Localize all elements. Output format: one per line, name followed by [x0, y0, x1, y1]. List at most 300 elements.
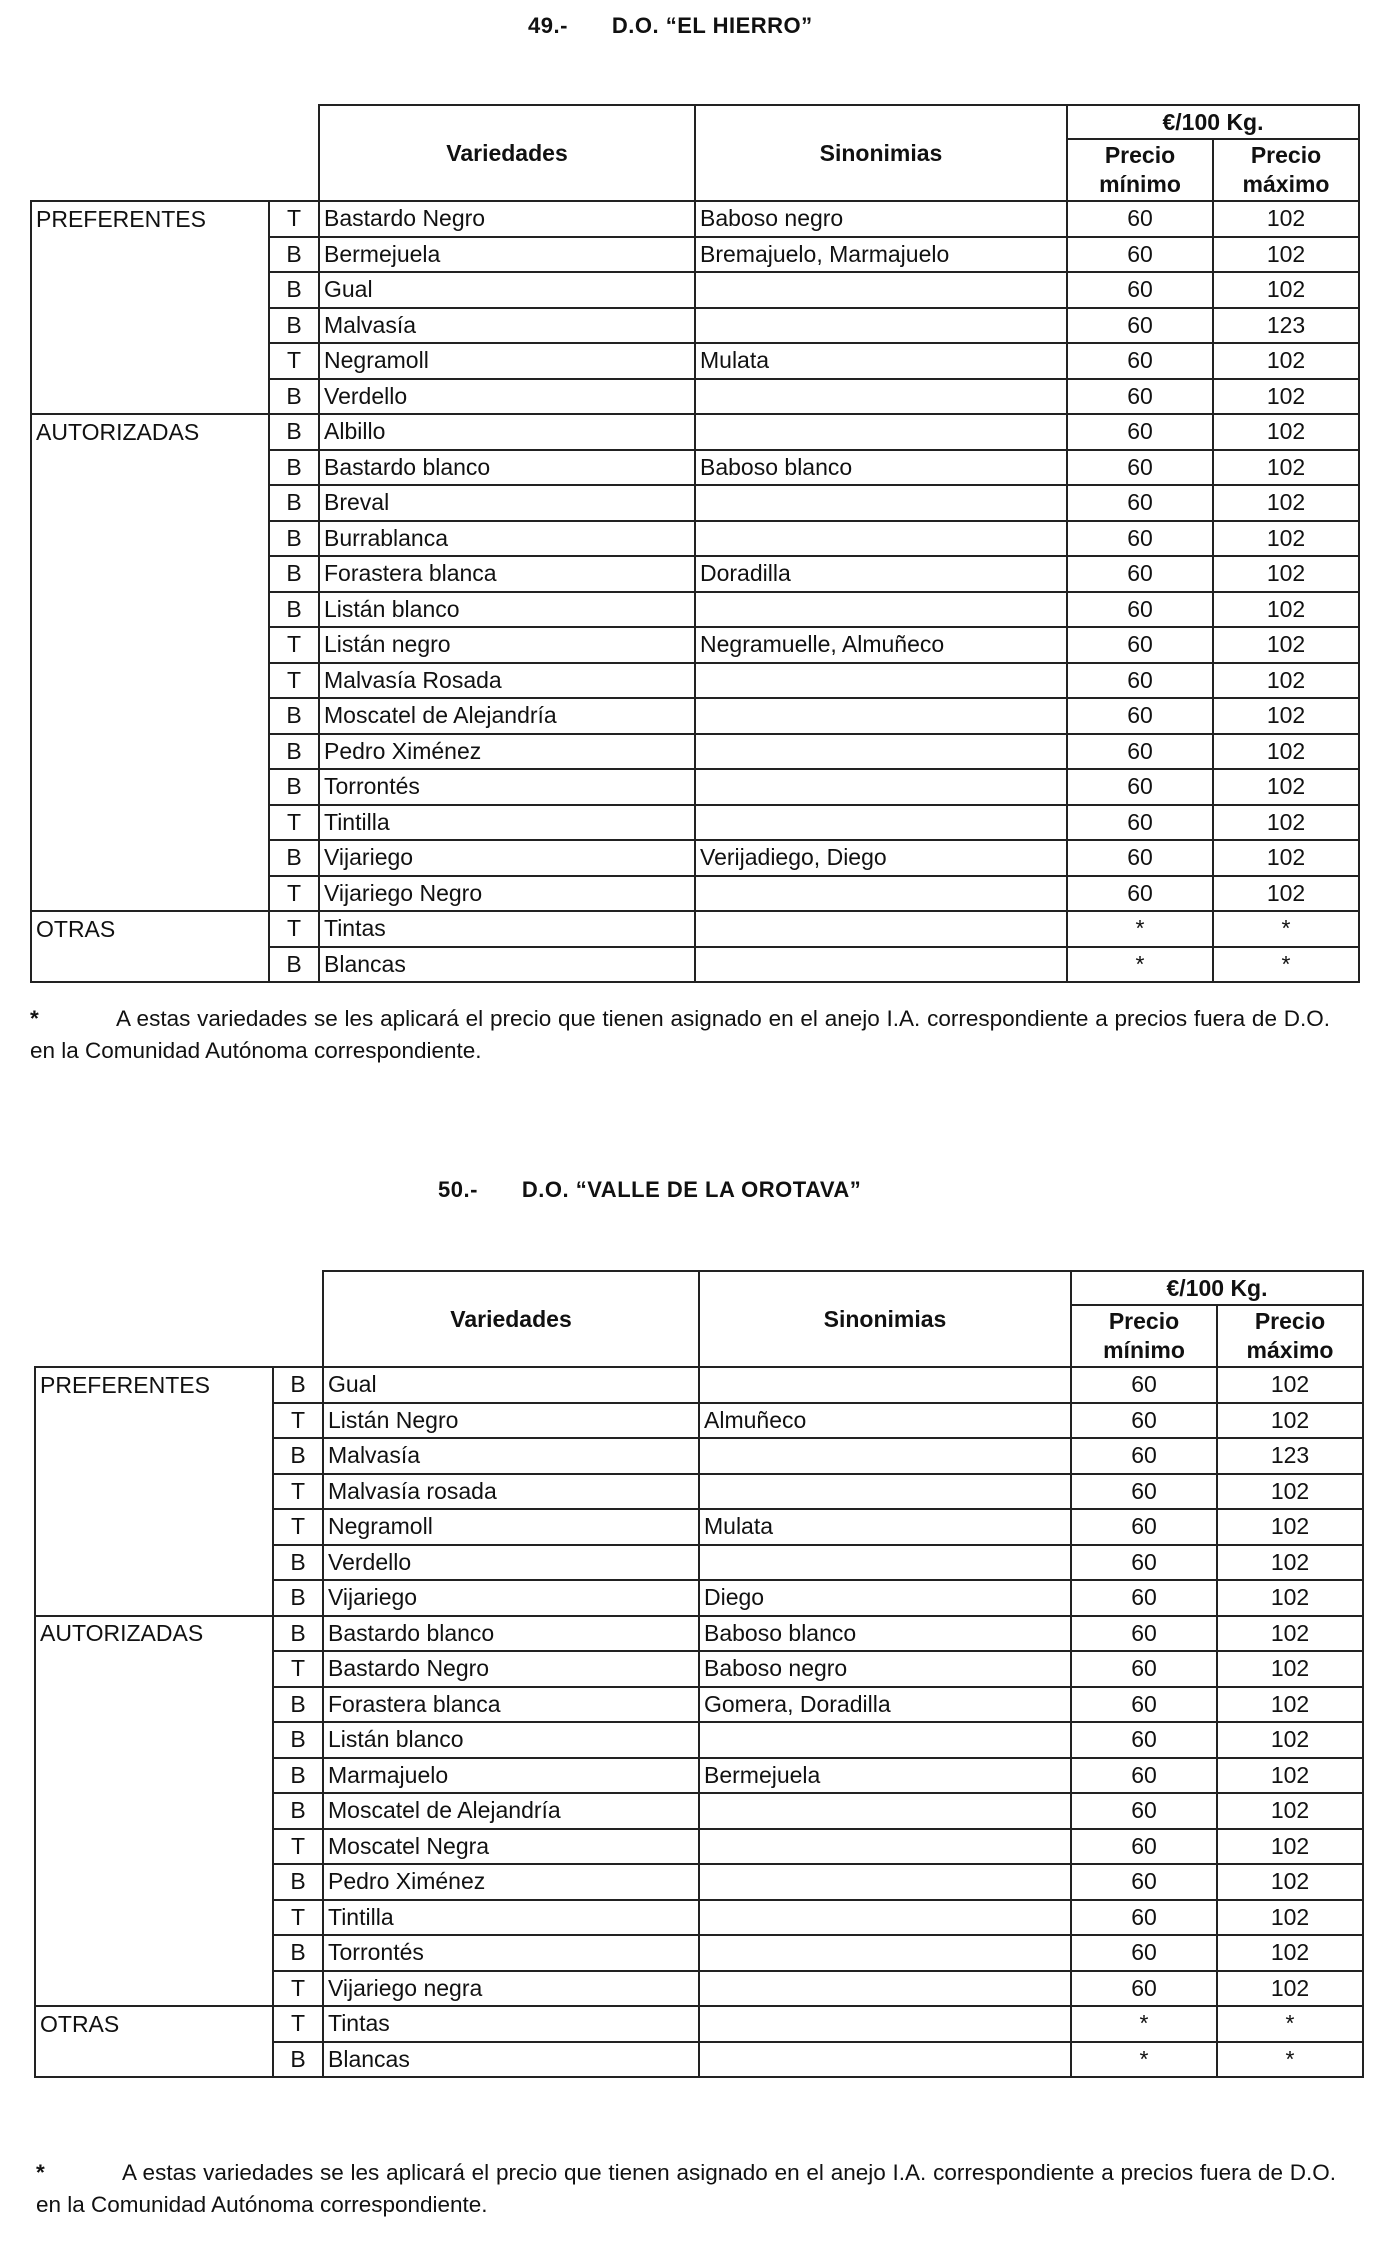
table-row — [31, 663, 1359, 699]
group-cell — [35, 1687, 273, 1723]
variety-cell: Pedro Ximénez — [319, 734, 695, 770]
variety-cell: Tintilla — [319, 805, 695, 841]
synonym-cell — [695, 272, 1067, 308]
price-max-cell: 102 — [1213, 769, 1359, 805]
price-max-cell: 102 — [1217, 1580, 1363, 1616]
type-cell: B — [273, 1367, 323, 1403]
synonym-cell: Baboso blanco — [699, 1616, 1071, 1652]
synonym-cell — [699, 1793, 1071, 1829]
group-cell — [31, 840, 269, 876]
price-min-cell: 60 — [1067, 592, 1213, 628]
group-cell — [35, 1829, 273, 1865]
price-max-cell: 123 — [1217, 1438, 1363, 1474]
group-cell — [31, 947, 269, 983]
type-cell: B — [269, 592, 319, 628]
price-max-cell: 102 — [1217, 1367, 1363, 1403]
price-min-cell: 60 — [1067, 734, 1213, 770]
group-cell — [31, 592, 269, 628]
price-min-cell: 60 — [1071, 1580, 1217, 1616]
price-min-cell: 60 — [1067, 308, 1213, 344]
group-cell — [31, 769, 269, 805]
synonym-cell: Baboso negro — [699, 1651, 1071, 1687]
type-cell: T — [269, 343, 319, 379]
synonym-cell — [699, 1474, 1071, 1510]
table-row — [35, 2006, 1363, 2042]
variety-cell: Breval — [319, 485, 695, 521]
table-row — [31, 627, 1359, 663]
synonym-cell — [699, 1367, 1071, 1403]
table-row — [31, 414, 1359, 450]
price-min-cell: 60 — [1071, 1651, 1217, 1687]
table-row — [31, 521, 1359, 557]
synonym-cell — [699, 2006, 1071, 2042]
type-cell: T — [269, 805, 319, 841]
price-min-cell: 60 — [1071, 1616, 1217, 1652]
price-max-cell: 102 — [1217, 1722, 1363, 1758]
price-min-cell: 60 — [1067, 769, 1213, 805]
table-row — [31, 450, 1359, 486]
type-cell: B — [273, 1935, 323, 1971]
type-cell: T — [269, 201, 319, 237]
variety-cell: Vijariego negra — [323, 1971, 699, 2007]
variety-cell: Torrontés — [323, 1935, 699, 1971]
synonym-cell — [699, 1935, 1071, 1971]
price-max-cell: 102 — [1217, 1651, 1363, 1687]
group-cell — [35, 1545, 273, 1581]
synonym-cell: Gomera, Doradilla — [699, 1687, 1071, 1723]
table-row — [35, 1438, 1363, 1474]
section-number: 49.- — [528, 13, 568, 38]
variety-cell: Gual — [319, 272, 695, 308]
footnote-text: A estas variedades se les aplicará el precio que tienen asignado en el anejo I.A. correspondiente a precios fuera de D.O. en la Comunidad Autónoma correspondiente. — [36, 2160, 1336, 2217]
type-cell: B — [269, 947, 319, 983]
synonym-cell — [699, 1829, 1071, 1865]
table-row — [31, 201, 1359, 237]
price-min-cell: 60 — [1071, 1403, 1217, 1439]
type-cell: B — [269, 379, 319, 415]
type-cell: T — [273, 1403, 323, 1439]
table-row — [31, 911, 1359, 947]
synonym-cell: Bremajuelo, Marmajuelo — [695, 237, 1067, 273]
header-line: mínimo — [1103, 1337, 1185, 1363]
type-cell: B — [273, 2042, 323, 2078]
group-cell: AUTORIZADAS — [31, 414, 269, 450]
synonym-cell — [699, 1438, 1071, 1474]
price-min-cell: 60 — [1071, 1509, 1217, 1545]
section-heading: D.O. “VALLE DE LA OROTAVA” — [521, 1177, 862, 1202]
header-precio-max — [1213, 139, 1359, 201]
synonym-cell — [699, 1971, 1071, 2007]
type-cell: T — [273, 1971, 323, 2007]
type-cell: B — [273, 1793, 323, 1829]
group-cell — [35, 1509, 273, 1545]
price-max-cell: 102 — [1217, 1935, 1363, 1971]
table-row — [31, 556, 1359, 592]
table-row — [31, 592, 1359, 628]
type-cell: T — [273, 1900, 323, 1936]
synonym-cell — [695, 521, 1067, 557]
group-cell — [31, 343, 269, 379]
table-row — [35, 1367, 1363, 1403]
header-row — [31, 105, 1359, 139]
header-variedades: Variedades — [319, 105, 695, 201]
group-cell — [35, 1580, 273, 1616]
table-row — [35, 1722, 1363, 1758]
group-cell — [31, 627, 269, 663]
table-row — [31, 734, 1359, 770]
variety-cell: Moscatel Negra — [323, 1829, 699, 1865]
type-cell: B — [269, 237, 319, 273]
header-line: Precio — [1250, 142, 1322, 168]
price-max-cell: 102 — [1213, 698, 1359, 734]
price-min-cell: 60 — [1067, 201, 1213, 237]
synonym-cell: Baboso negro — [695, 201, 1067, 237]
price-min-cell: 60 — [1071, 1935, 1217, 1971]
type-cell: B — [269, 698, 319, 734]
type-cell: T — [273, 1651, 323, 1687]
price-min-cell: 60 — [1071, 1864, 1217, 1900]
header-precio-min — [1067, 139, 1213, 201]
price-min-cell: 60 — [1067, 698, 1213, 734]
type-cell: T — [269, 663, 319, 699]
variety-cell: Bastardo Negro — [319, 201, 695, 237]
synonym-cell — [695, 911, 1067, 947]
variety-cell: Malvasía rosada — [323, 1474, 699, 1510]
group-cell — [35, 1758, 273, 1794]
price-max-cell: 102 — [1217, 1687, 1363, 1723]
synonym-cell — [695, 876, 1067, 912]
type-cell: B — [273, 1580, 323, 1616]
type-cell: B — [269, 308, 319, 344]
type-cell: B — [269, 450, 319, 486]
variety-cell: Verdello — [323, 1545, 699, 1581]
price-max-cell: 123 — [1213, 308, 1359, 344]
type-cell: T — [269, 627, 319, 663]
price-min-cell: 60 — [1071, 1687, 1217, 1723]
price-min-cell: * — [1067, 911, 1213, 947]
group-cell — [35, 2042, 273, 2078]
group-cell: AUTORIZADAS — [35, 1616, 273, 1652]
type-cell: B — [269, 556, 319, 592]
synonym-cell: Verijadiego, Diego — [695, 840, 1067, 876]
type-cell: B — [269, 414, 319, 450]
group-cell — [31, 379, 269, 415]
table-row — [35, 1616, 1363, 1652]
variety-cell: Tintilla — [323, 1900, 699, 1936]
type-cell: T — [269, 876, 319, 912]
prices-table — [34, 1270, 1364, 2078]
price-max-cell: * — [1213, 911, 1359, 947]
group-cell — [31, 734, 269, 770]
variety-cell: Bastardo Negro — [323, 1651, 699, 1687]
header-line: máximo — [1246, 1337, 1334, 1363]
price-min-cell: 60 — [1071, 1438, 1217, 1474]
variety-cell: Vijariego Negro — [319, 876, 695, 912]
synonym-cell — [695, 769, 1067, 805]
price-max-cell: 102 — [1213, 343, 1359, 379]
variety-cell: Marmajuelo — [323, 1758, 699, 1794]
type-cell: B — [269, 272, 319, 308]
type-cell: B — [273, 1438, 323, 1474]
price-max-cell: 102 — [1213, 840, 1359, 876]
section-heading: D.O. “EL HIERRO” — [611, 13, 813, 38]
synonym-cell — [695, 485, 1067, 521]
price-min-cell: 60 — [1071, 1793, 1217, 1829]
type-cell: B — [269, 521, 319, 557]
price-max-cell: 102 — [1213, 556, 1359, 592]
group-cell: OTRAS — [31, 911, 269, 947]
group-cell — [31, 556, 269, 592]
table-row — [31, 947, 1359, 983]
group-cell — [35, 1438, 273, 1474]
variety-cell: Vijariego — [319, 840, 695, 876]
table-row — [31, 272, 1359, 308]
synonym-cell — [695, 592, 1067, 628]
price-max-cell: 102 — [1213, 379, 1359, 415]
type-cell: T — [273, 1474, 323, 1510]
price-max-cell: 102 — [1217, 1793, 1363, 1829]
variety-cell: Albillo — [319, 414, 695, 450]
price-min-cell: 60 — [1071, 1900, 1217, 1936]
type-cell: T — [273, 2006, 323, 2042]
footnote-marker: * — [36, 2160, 45, 2185]
synonym-cell — [699, 2042, 1071, 2078]
price-max-cell: 102 — [1213, 663, 1359, 699]
table-row — [35, 1580, 1363, 1616]
price-max-cell: 102 — [1217, 1403, 1363, 1439]
synonym-cell — [695, 734, 1067, 770]
price-min-cell: 60 — [1071, 1971, 1217, 2007]
variety-cell: Torrontés — [319, 769, 695, 805]
table-row — [31, 698, 1359, 734]
variety-cell: Tintas — [319, 911, 695, 947]
table-row — [35, 1403, 1363, 1439]
section-title — [438, 1177, 861, 1203]
prices-table-body — [31, 105, 1359, 982]
synonym-cell — [695, 947, 1067, 983]
price-min-cell: 60 — [1067, 272, 1213, 308]
table-row — [35, 1651, 1363, 1687]
variety-cell: Verdello — [319, 379, 695, 415]
type-cell: B — [273, 1864, 323, 1900]
variety-cell: Burrablanca — [319, 521, 695, 557]
variety-cell: Listán Negro — [323, 1403, 699, 1439]
type-cell: B — [269, 840, 319, 876]
price-min-cell: 60 — [1067, 627, 1213, 663]
price-max-cell: 102 — [1213, 521, 1359, 557]
synonym-cell: Bermejuela — [699, 1758, 1071, 1794]
price-min-cell: 60 — [1071, 1367, 1217, 1403]
synonym-cell: Baboso blanco — [695, 450, 1067, 486]
group-cell — [31, 308, 269, 344]
price-min-cell: 60 — [1067, 521, 1213, 557]
price-min-cell: 60 — [1067, 840, 1213, 876]
variety-cell: Negramoll — [319, 343, 695, 379]
group-cell — [35, 1403, 273, 1439]
synonym-cell: Mulata — [699, 1509, 1071, 1545]
footnote-text: A estas variedades se les aplicará el precio que tienen asignado en el anejo I.A. correspondiente a precios fuera de D.O. en la Comunidad Autónoma correspondiente. — [30, 1006, 1330, 1063]
section-title — [528, 13, 813, 39]
synonym-cell: Almuñeco — [699, 1403, 1071, 1439]
table-row — [35, 1687, 1363, 1723]
variety-cell: Forastera blanca — [319, 556, 695, 592]
group-cell — [35, 1474, 273, 1510]
price-min-cell: 60 — [1067, 237, 1213, 273]
table-row — [35, 1935, 1363, 1971]
header-spacer — [31, 105, 319, 201]
price-max-cell: 102 — [1217, 1900, 1363, 1936]
variety-cell: Tintas — [323, 2006, 699, 2042]
price-max-cell: 102 — [1213, 805, 1359, 841]
table-row — [31, 840, 1359, 876]
price-min-cell: 60 — [1067, 343, 1213, 379]
group-cell — [31, 521, 269, 557]
header-line: Precio — [1254, 1308, 1326, 1334]
footnote — [30, 1003, 1330, 1067]
header-line: Precio — [1108, 1308, 1180, 1334]
price-max-cell: 102 — [1217, 1864, 1363, 1900]
synonym-cell — [695, 414, 1067, 450]
synonym-cell: Mulata — [695, 343, 1067, 379]
type-cell: B — [269, 769, 319, 805]
type-cell: T — [273, 1829, 323, 1865]
variety-cell: Bastardo blanco — [323, 1616, 699, 1652]
header-line: Precio — [1104, 142, 1176, 168]
price-min-cell: 60 — [1071, 1758, 1217, 1794]
price-max-cell: 102 — [1217, 1616, 1363, 1652]
synonym-cell — [699, 1722, 1071, 1758]
header-sinonimias: Sinonimias — [695, 105, 1067, 201]
price-min-cell: 60 — [1067, 450, 1213, 486]
header-row — [35, 1271, 1363, 1305]
synonym-cell — [695, 379, 1067, 415]
synonym-cell: Negramuelle, Almuñeco — [695, 627, 1067, 663]
group-cell — [31, 485, 269, 521]
price-max-cell: 102 — [1213, 485, 1359, 521]
group-cell — [31, 698, 269, 734]
table-row — [31, 769, 1359, 805]
variety-cell: Negramoll — [323, 1509, 699, 1545]
price-max-cell: 102 — [1213, 592, 1359, 628]
table-row — [31, 343, 1359, 379]
price-max-cell: 102 — [1213, 450, 1359, 486]
group-cell — [35, 1900, 273, 1936]
price-min-cell: 60 — [1067, 663, 1213, 699]
price-max-cell: * — [1213, 947, 1359, 983]
table-row — [31, 805, 1359, 841]
variety-cell: Pedro Ximénez — [323, 1864, 699, 1900]
header-variedades: Variedades — [323, 1271, 699, 1367]
section-number: 50.- — [438, 1177, 478, 1202]
variety-cell: Vijariego — [323, 1580, 699, 1616]
price-min-cell: 60 — [1067, 876, 1213, 912]
price-max-cell: 102 — [1213, 414, 1359, 450]
variety-cell: Listán blanco — [323, 1722, 699, 1758]
price-min-cell: 60 — [1071, 1722, 1217, 1758]
variety-cell: Forastera blanca — [323, 1687, 699, 1723]
variety-cell: Moscatel de Alejandría — [323, 1793, 699, 1829]
table-row — [31, 308, 1359, 344]
group-cell: PREFERENTES — [31, 201, 269, 237]
variety-cell: Blancas — [319, 947, 695, 983]
table-row — [35, 1474, 1363, 1510]
table-row — [35, 1509, 1363, 1545]
price-max-cell: 102 — [1213, 272, 1359, 308]
variety-cell: Moscatel de Alejandría — [319, 698, 695, 734]
price-min-cell: 60 — [1067, 379, 1213, 415]
variety-cell: Malvasía — [319, 308, 695, 344]
variety-cell: Listán negro — [319, 627, 695, 663]
price-min-cell: 60 — [1067, 485, 1213, 521]
price-max-cell: * — [1217, 2042, 1363, 2078]
table-row — [35, 1758, 1363, 1794]
price-max-cell: 102 — [1217, 1474, 1363, 1510]
table-row — [31, 876, 1359, 912]
synonym-cell: Doradilla — [695, 556, 1067, 592]
prices-table — [30, 104, 1360, 983]
header-spacer — [35, 1271, 323, 1367]
group-cell — [35, 1722, 273, 1758]
price-min-cell: 60 — [1071, 1474, 1217, 1510]
group-cell — [35, 1651, 273, 1687]
variety-cell: Gual — [323, 1367, 699, 1403]
header-unit: €/100 Kg. — [1067, 105, 1359, 139]
type-cell: B — [273, 1758, 323, 1794]
table-row — [31, 485, 1359, 521]
price-max-cell: 102 — [1213, 201, 1359, 237]
price-max-cell: 102 — [1217, 1545, 1363, 1581]
header-unit: €/100 Kg. — [1071, 1271, 1363, 1305]
table-row — [35, 1545, 1363, 1581]
table-row — [35, 1971, 1363, 2007]
header-sinonimias: Sinonimias — [699, 1271, 1071, 1367]
group-cell — [35, 1935, 273, 1971]
price-min-cell: 60 — [1067, 414, 1213, 450]
type-cell: B — [269, 485, 319, 521]
price-max-cell: 102 — [1217, 1829, 1363, 1865]
price-min-cell: 60 — [1071, 1545, 1217, 1581]
table-row — [35, 1864, 1363, 1900]
type-cell: B — [269, 734, 319, 770]
group-cell — [31, 450, 269, 486]
header-line: máximo — [1242, 171, 1330, 197]
variety-cell: Bastardo blanco — [319, 450, 695, 486]
prices-table-body — [35, 1271, 1363, 2077]
group-cell — [31, 663, 269, 699]
type-cell: B — [273, 1687, 323, 1723]
group-cell — [35, 1864, 273, 1900]
price-min-cell: 60 — [1067, 556, 1213, 592]
synonym-cell — [695, 698, 1067, 734]
table-row — [35, 1829, 1363, 1865]
price-max-cell: 102 — [1217, 1971, 1363, 2007]
synonym-cell — [699, 1900, 1071, 1936]
group-cell — [35, 1793, 273, 1829]
table-row — [35, 2042, 1363, 2078]
footnote-marker: * — [30, 1006, 39, 1031]
table-row — [35, 1793, 1363, 1829]
header-precio-max — [1217, 1305, 1363, 1367]
price-min-cell: * — [1071, 2042, 1217, 2078]
synonym-cell — [699, 1864, 1071, 1900]
synonym-cell — [695, 805, 1067, 841]
header-precio-min — [1071, 1305, 1217, 1367]
group-cell — [31, 237, 269, 273]
variety-cell: Blancas — [323, 2042, 699, 2078]
synonym-cell — [699, 1545, 1071, 1581]
footnote — [36, 2157, 1336, 2221]
price-min-cell: * — [1071, 2006, 1217, 2042]
